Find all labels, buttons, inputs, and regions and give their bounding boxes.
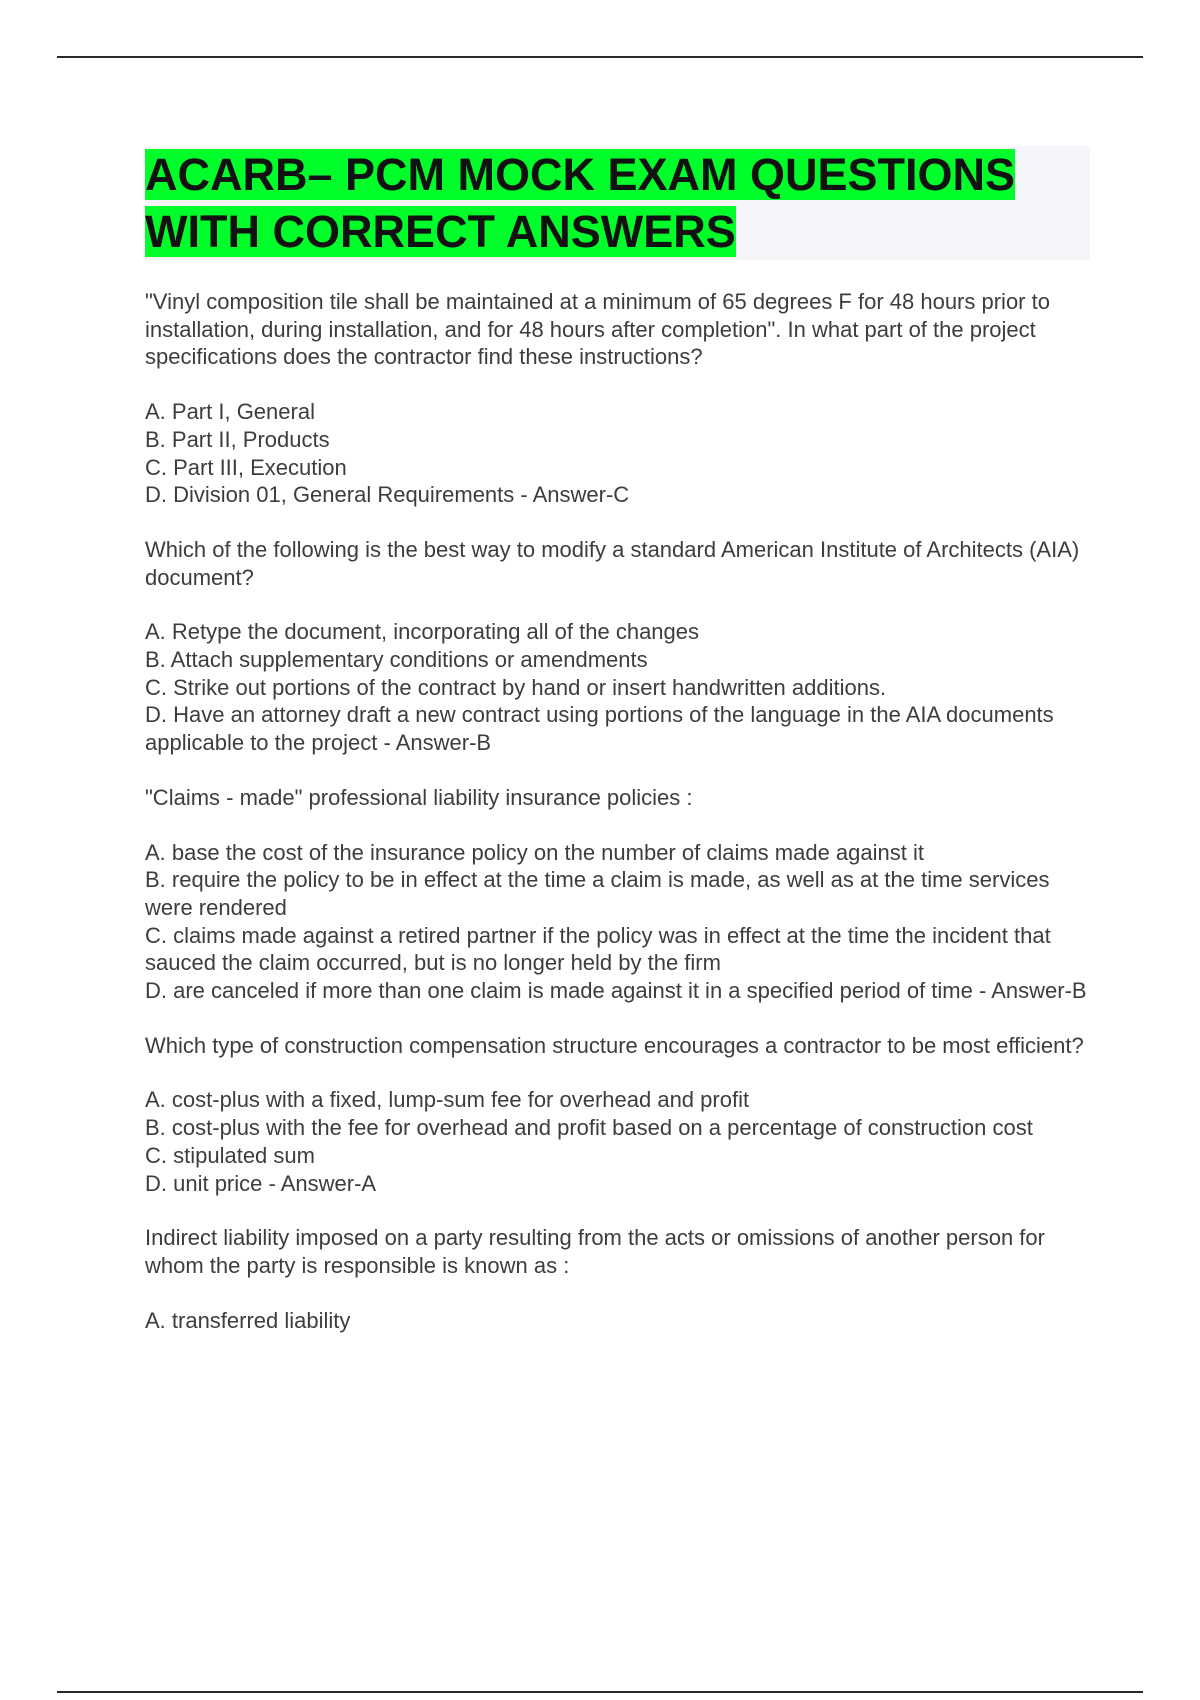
question-block bbox=[145, 784, 1090, 1005]
answer-option: B. Part II, Products bbox=[145, 426, 330, 452]
answer-option: C. stipulated sum bbox=[145, 1142, 315, 1168]
answer-option: C. Strike out portions of the contract by hand or insert handwritten additions. bbox=[145, 674, 887, 700]
answer-option: B. cost-plus with the fee for overhead and profit based on a percentage of construction cost bbox=[145, 1115, 1033, 1141]
question-text: "Claims - made" professional liability insurance policies : bbox=[145, 784, 693, 810]
question-block bbox=[145, 1032, 1090, 1198]
answer-option: A. transferred liability bbox=[145, 1307, 351, 1333]
answer-option: A. cost-plus with a fixed, lump-sum fee for overhead and profit bbox=[145, 1087, 750, 1113]
answer-option: C. claims made against a retired partner if the policy was in effect at the time the incident that sauced the claim occurred, but is no longer held by the firm bbox=[145, 922, 1051, 976]
question-text: Which of the following is the best way to modify a standard American Institute of Architects (AIA) document? bbox=[145, 536, 1080, 590]
question-block bbox=[145, 288, 1090, 509]
answer-option: D. Division 01, General Requirements - Answer-C bbox=[145, 482, 630, 508]
document-title bbox=[145, 146, 1090, 260]
top-rule bbox=[57, 56, 1143, 58]
bottom-rule bbox=[57, 1691, 1143, 1693]
document-title-text: ACARB– PCM MOCK EXAM QUESTIONS WITH CORRECT ANSWERS bbox=[145, 149, 1016, 257]
answer-option: B. Attach supplementary conditions or amendments bbox=[145, 647, 648, 673]
document-content bbox=[145, 146, 1090, 1361]
answer-option: C. Part III, Execution bbox=[145, 454, 347, 480]
answer-option: D. are canceled if more than one claim is made against it in a specified period of time - Answer-B bbox=[145, 978, 1087, 1004]
answer-option: D. unit price - Answer-A bbox=[145, 1170, 377, 1196]
question-text: Which type of construction compensation structure encourages a contractor to be most efficient? bbox=[145, 1032, 1084, 1058]
answer-option: D. Have an attorney draft a new contract using portions of the language in the AIA documents applicable to the project - Answer-B bbox=[145, 702, 1054, 756]
answer-option: A. Part I, General bbox=[145, 399, 315, 425]
question-text: Indirect liability imposed on a party resulting from the acts or omissions of another person for whom the party is responsible is known as : bbox=[145, 1225, 1045, 1278]
question-text: "Vinyl composition tile shall be maintained at a minimum of 65 degrees F for 48 hours prior to installation, during installation, and for 48 hours after completion". In what part of the project specifications does the contractor find these instructions? bbox=[145, 289, 1050, 370]
answer-option: A. Retype the document, incorporating all of the changes bbox=[145, 619, 700, 645]
answer-option: B. require the policy to be in effect at the time a claim is made, as well as at the time services were rendered bbox=[145, 867, 1050, 920]
answer-option: A. base the cost of the insurance policy on the number of claims made against it bbox=[145, 839, 924, 865]
question-block bbox=[145, 1224, 1090, 1334]
question-block bbox=[145, 536, 1090, 757]
